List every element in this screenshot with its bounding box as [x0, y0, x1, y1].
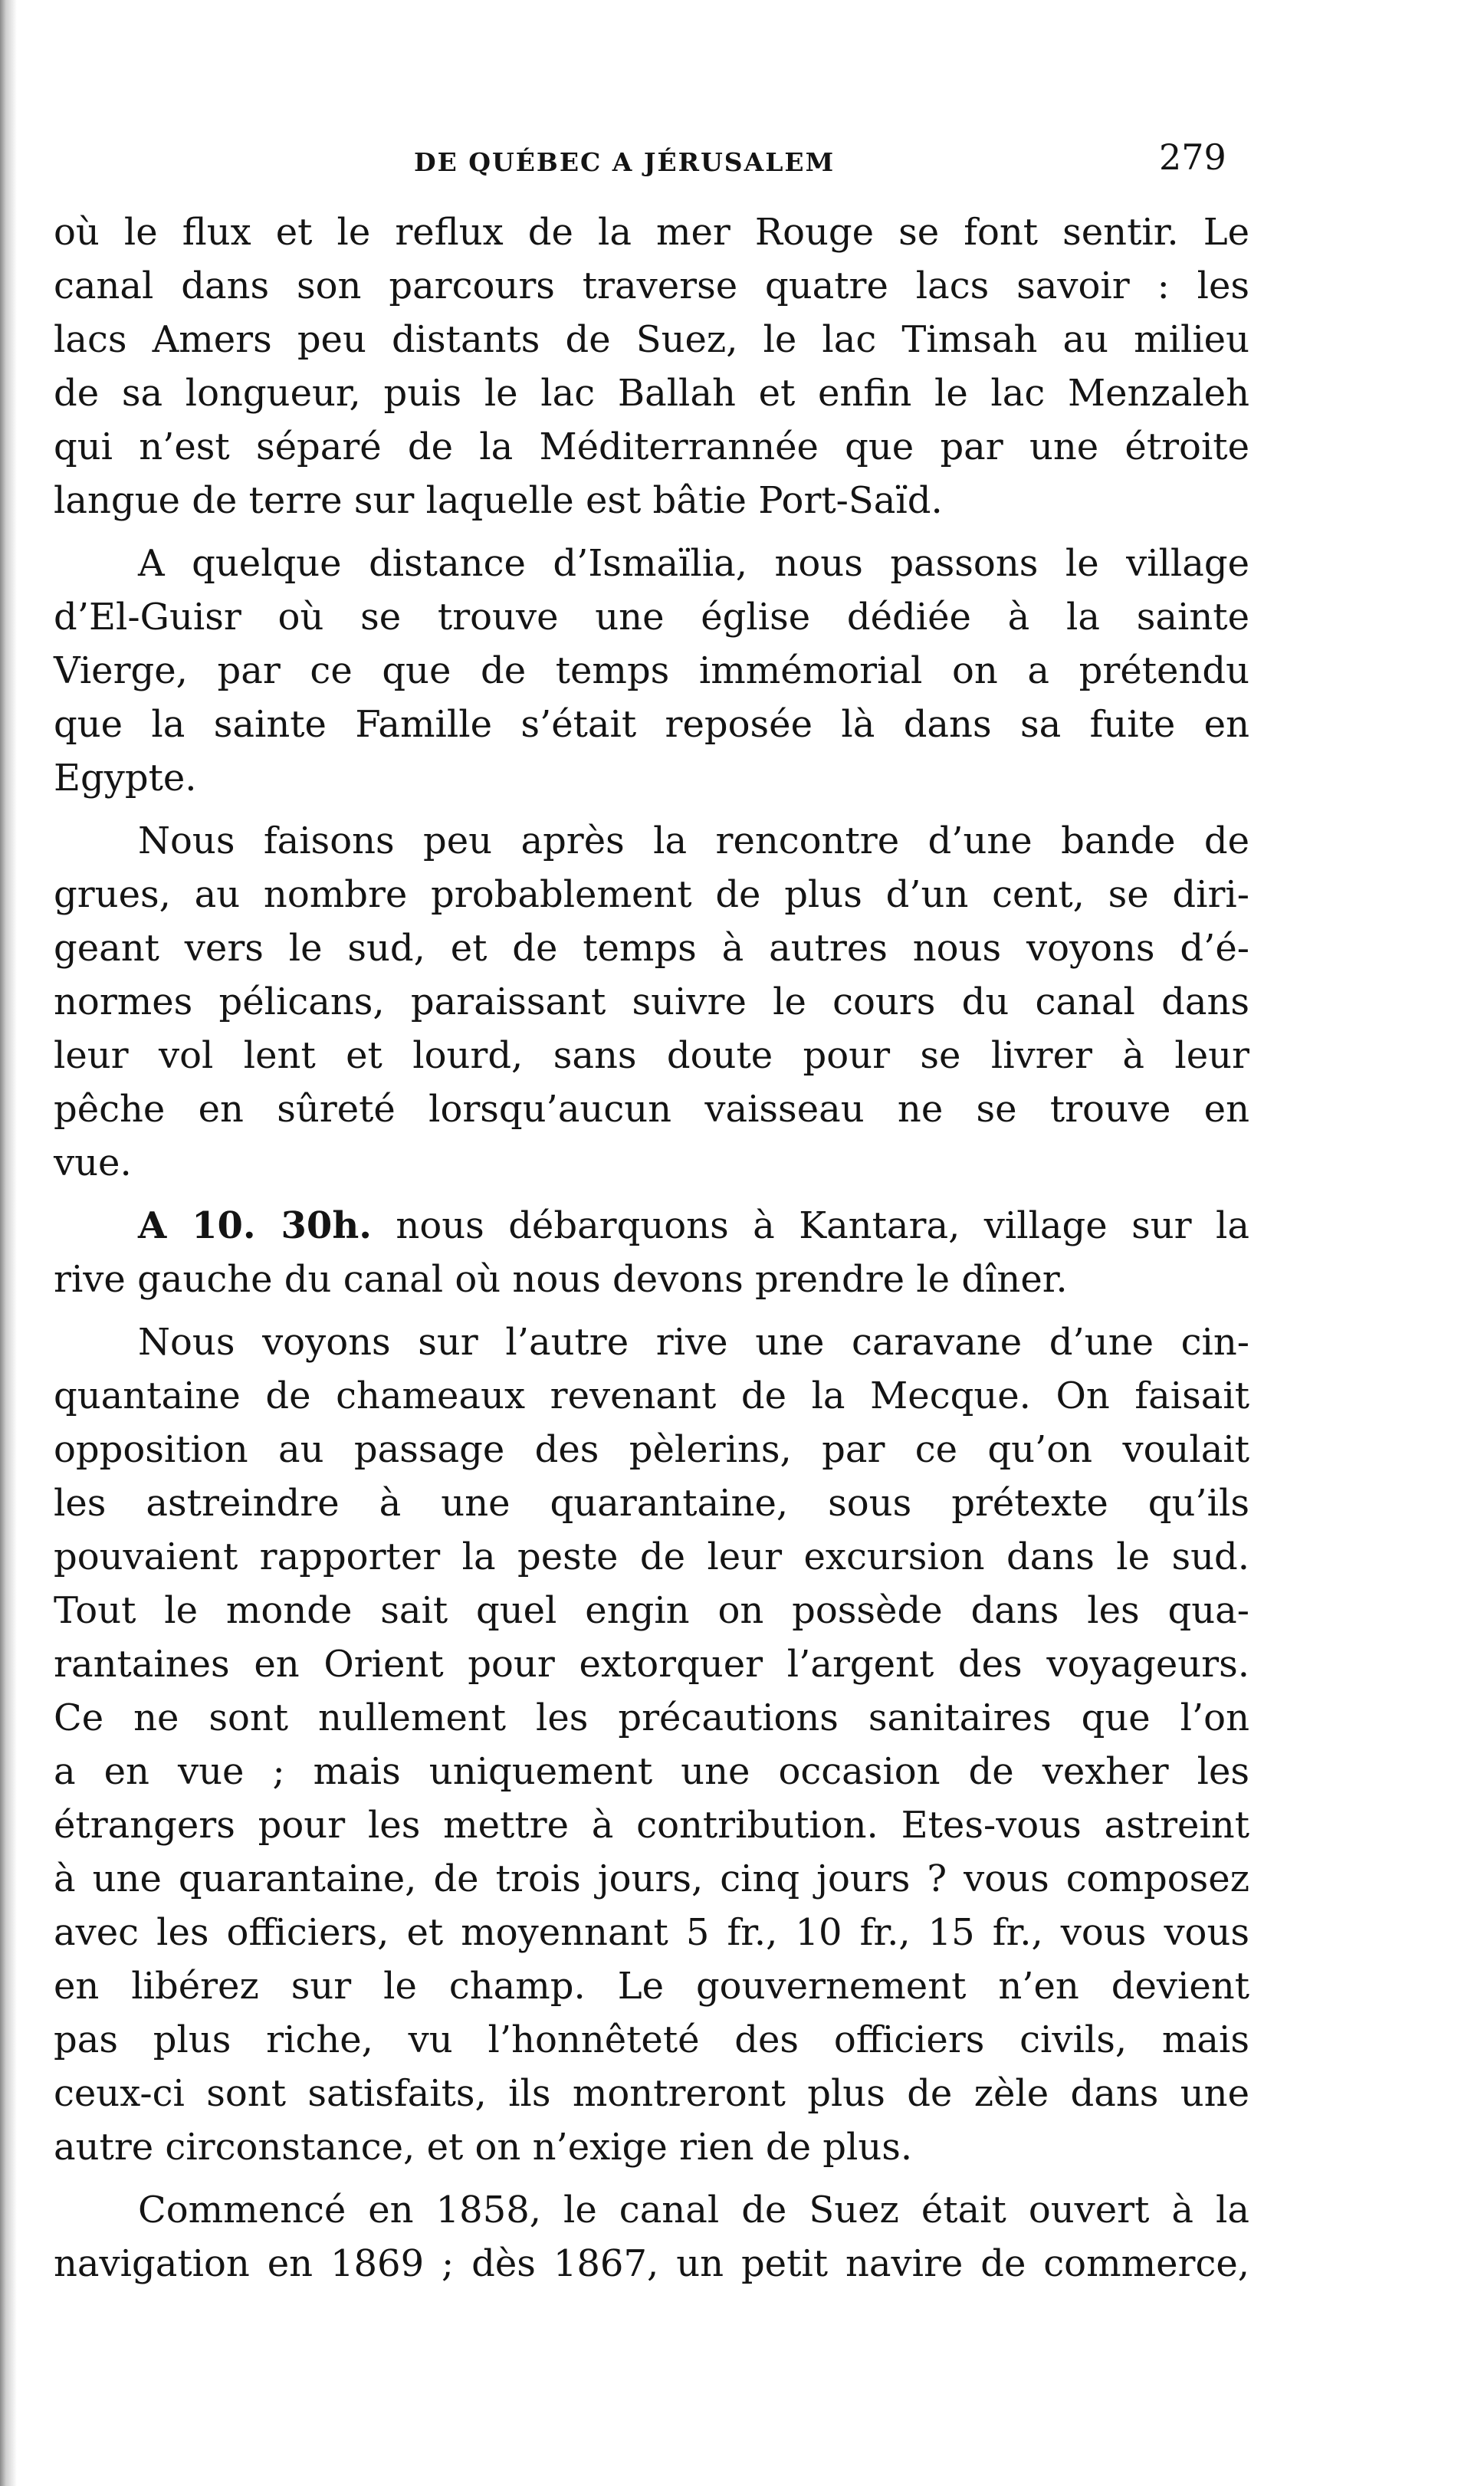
text-line: pêche en sûreté lorsqu’aucun vaisseau ne se trouve en [54, 1088, 1249, 1131]
text-fragment: nous débarquons à Kantara, village sur la [396, 1204, 1250, 1247]
text-line: qui n’est séparé de la Méditerrannée que par une étroite [54, 425, 1249, 468]
paragraph-1 [54, 205, 1249, 527]
text-line: de sa longueur, puis le lac Ballah et enfin le lac Menzaleh [54, 372, 1249, 415]
text-line: leur vol lent et lourd, sans doute pour se livrer à leur [54, 1034, 1249, 1077]
text-line: que la sainte Famille s’était reposée là dans sa fuite en [54, 703, 1249, 746]
paragraph-5 [54, 1315, 1249, 2174]
time-lead: A 10. 30h. [138, 1204, 372, 1247]
text-line: quantaine de chameaux revenant de la Mecque. On faisait [54, 1374, 1249, 1417]
text-line: étrangers pour les mettre à contribution. Etes-vous astreint [54, 1804, 1249, 1847]
text-line: canal dans son parcours traverse quatre lacs savoir : les [54, 264, 1249, 307]
text-line: pas plus riche, vu l’honnêteté des officiers civils, mais [54, 2018, 1249, 2061]
text-line: A quelque distance d’Ismaïlia, nous passons le village [138, 542, 1249, 585]
text-line: les astreindre à une quarantaine, sous prétexte qu’ils [54, 1482, 1249, 1525]
text-line: Ce ne sont nullement les précautions sanitaires que l’on [54, 1696, 1249, 1739]
text-line: geant vers le sud, et de temps à autres nous voyons d’é- [54, 927, 1249, 970]
paragraph-4 [54, 1199, 1249, 1306]
text-line: Egypte. [54, 757, 197, 800]
paragraph-2 [54, 537, 1249, 805]
running-title: DE QUÉBEC A JÉRUSALEM [414, 147, 836, 177]
text-line: langue de terre sur laquelle est bâtie Port-Saïd. [54, 479, 943, 522]
text-line: pouvaient rapporter la peste de leur excursion dans le sud. [54, 1535, 1249, 1578]
text-line: en libérez sur le champ. Le gouvernement n’en devient [54, 1965, 1249, 2008]
text-line: Nous voyons sur l’autre rive une caravane d’une cin- [138, 1321, 1249, 1364]
paragraph-6 [54, 2183, 1249, 2291]
text-line: autre circonstance, et on n’exige rien de plus. [54, 2126, 913, 2169]
text-line: où le flux et le reflux de la mer Rouge se font sentir. Le [54, 211, 1249, 254]
text-line: Nous faisons peu après la rencontre d’une bande de [138, 819, 1249, 862]
text-line: ceux-ci sont satisfaits, ils montreront plus de zèle dans une [54, 2072, 1249, 2115]
text-line: grues, au nombre probablement de plus d’un cent, se diri- [54, 873, 1249, 916]
text-line: Vierge, par ce que de temps immémorial on a prétendu [54, 649, 1249, 692]
text-line [54, 1199, 1249, 1253]
text-line: normes pélicans, paraissant suivre le cours du canal dans [54, 980, 1249, 1023]
text-line: d’El-Guisr où se trouve une église dédiée à la sainte [54, 596, 1249, 639]
page-edge-shadow [0, 0, 17, 2486]
paragraph-3 [54, 814, 1249, 1190]
text-line: avec les officiers, et moyennant 5 fr., 10 fr., 15 fr., vous vous [54, 1911, 1249, 1954]
text-line: vue. [54, 1141, 132, 1184]
text-line: lacs Amers peu distants de Suez, le lac Timsah au milieu [54, 318, 1249, 361]
body-text [54, 205, 1249, 2300]
page-number: 279 [1159, 136, 1226, 178]
text-line: à une quarantaine, de trois jours, cinq jours ? vous composez [54, 1857, 1249, 1900]
text-line: rive gauche du canal où nous devons prendre le dîner. [54, 1258, 1068, 1301]
text-line: a en vue ; mais uniquement une occasion de vexher les [54, 1750, 1249, 1793]
text-line: Commencé en 1858, le canal de Suez était ouvert à la [138, 2189, 1249, 2231]
text-line: opposition au passage des pèlerins, par ce qu’on voulait [54, 1428, 1249, 1471]
text-line: navigation en 1869 ; dès 1867, un petit navire de commerce, [54, 2242, 1249, 2285]
text-line: rantaines en Orient pour extorquer l’argent des voyageurs. [54, 1643, 1249, 1686]
text-line: Tout le monde sait quel engin on possède dans les qua- [54, 1589, 1249, 1632]
